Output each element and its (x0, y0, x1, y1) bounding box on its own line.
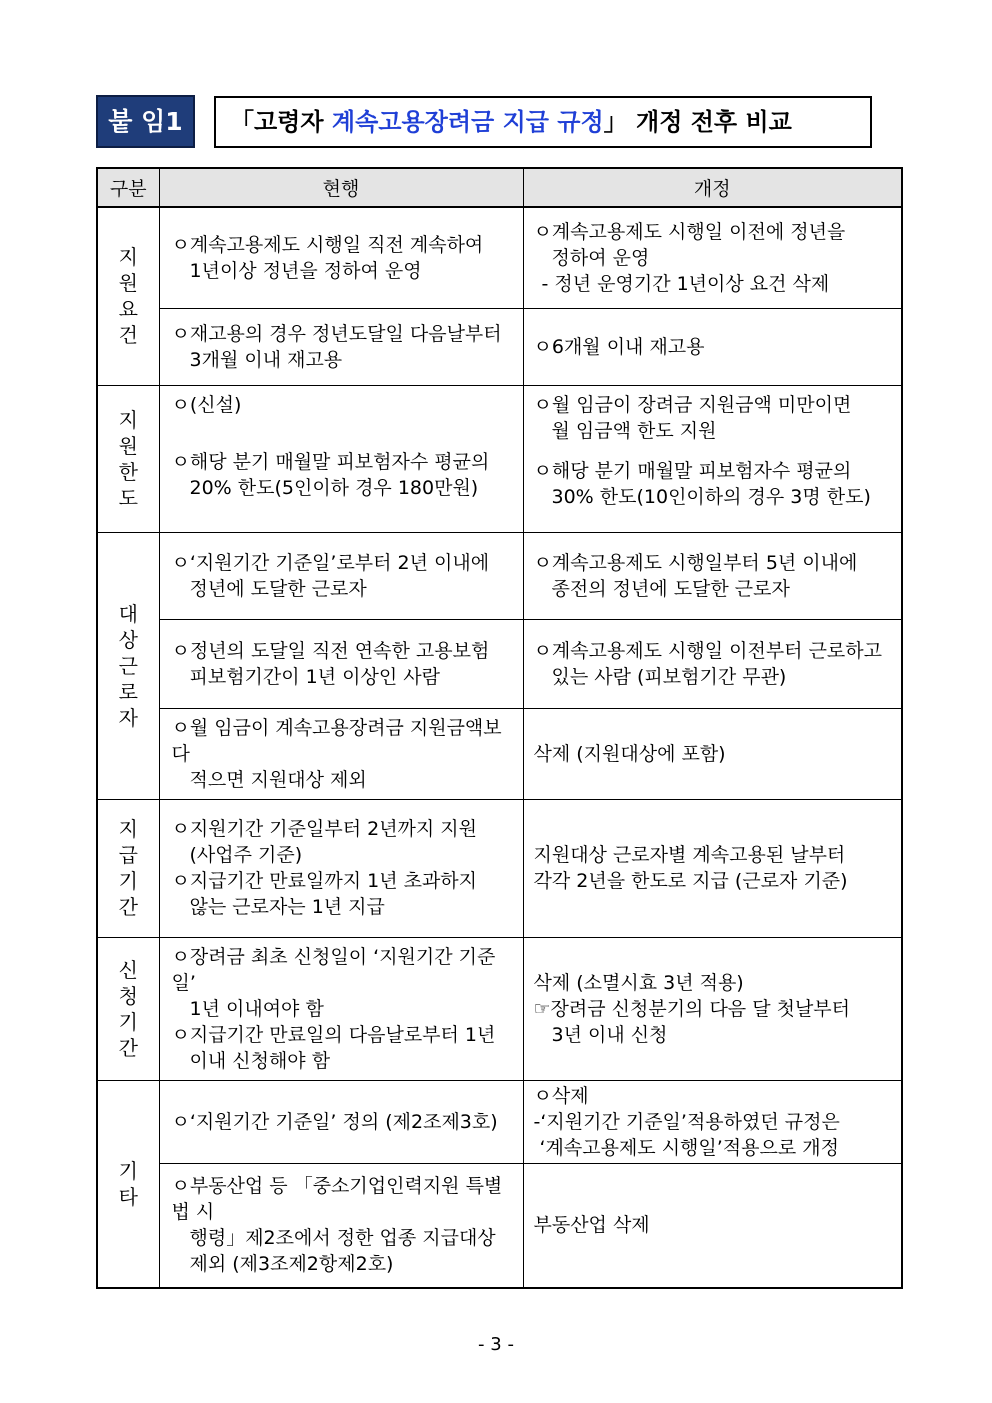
cell-text: ㅇ재고용의 경우 정년도달일 다음날부터 (171, 322, 502, 345)
cell-text: 삭제 (지원대상에 포함) (533, 742, 726, 765)
cell-text: 30% 한도(10인이하의 경우 3명 한도) (551, 485, 871, 508)
revised-cell (523, 799, 902, 937)
current-cell (159, 619, 523, 708)
title-close: 」 개정 전후 비교 (603, 108, 792, 136)
category-target-worker (97, 532, 159, 799)
table-row (97, 619, 902, 708)
cell-text: 20% 한도(5인이하 경우 180만원) (189, 476, 479, 499)
current-cell (159, 207, 523, 308)
category-application-period (97, 937, 159, 1080)
appendix-badge: 붙 임1 (96, 95, 195, 148)
revised-cell (523, 1080, 902, 1163)
cell-text: 월 임금액 한도 지원 (551, 419, 717, 442)
title-open: 「고령자 (230, 108, 332, 136)
current-cell (159, 937, 523, 1080)
category-char: 자 (118, 705, 138, 730)
category-support-limit (97, 385, 159, 532)
category-char: 기 (118, 869, 138, 893)
cell-text: (사업주 기준) (189, 844, 303, 866)
table-row (97, 308, 902, 385)
category-char: 지 (118, 407, 138, 432)
page-number: - 3 - (478, 1334, 514, 1355)
revised-cell (523, 708, 902, 799)
cell-text: 있는 사람 (피보험기간 무관) (551, 665, 787, 688)
category-char: 도 (118, 485, 138, 510)
cell-text: ㅇ월 임금이 장려금 지원금액 미만이면 (533, 393, 852, 416)
cell-text: 1년이상 정년을 정하여 운영 (189, 259, 422, 282)
spacer (534, 444, 894, 458)
cell-text: 부동산업 삭제 (533, 1214, 650, 1237)
cell-text: ‘계속고용제도 시행일’적용으로 개정 (539, 1136, 839, 1159)
cell-text: 종전의 정년에 도달한 근로자 (551, 577, 790, 600)
cell-text: ㅇ장려금 최초 신청일이 ‘지원기간 기준일’ (171, 945, 496, 994)
cell-text: 이내 신청해야 함 (189, 1049, 331, 1072)
cell-text: ㅇ부동산업 등 「중소기업인력지원 특별법 시 (171, 1175, 503, 1224)
current-cell (159, 1163, 523, 1288)
current-cell (159, 1080, 523, 1163)
cell-text: ㅇ해당 분기 매월말 피보험자수 평균의 (533, 459, 852, 482)
category-char: 청 (118, 983, 138, 1008)
current-cell (159, 308, 523, 385)
category-char: 지 (118, 817, 138, 841)
cell-text: 적으면 지원대상 제외 (189, 768, 367, 791)
cell-text: ㅇ(신설) (171, 393, 242, 416)
cell-text: ㅇ삭제 (533, 1084, 589, 1107)
category-char: 신 (118, 957, 138, 982)
revised-cell (523, 385, 902, 532)
cell-text: ㅇ계속고용제도 시행일 이전부터 근로하고 (533, 639, 882, 662)
cell-text: ㅇ정년의 도달일 직전 연속한 고용보험 (171, 639, 490, 662)
table-row (97, 532, 902, 619)
cell-text: 피보험기간이 1년 이상인 사람 (189, 665, 440, 688)
cell-text: ㅇ월 임금이 계속고용장려금 지원금액보다 (171, 716, 502, 765)
cell-text: ㅇ계속고용제도 시행일 직전 계속하여 (171, 233, 484, 256)
table-row (97, 799, 902, 937)
page-title (214, 96, 872, 148)
cell-text: 3개월 이내 재고용 (189, 348, 343, 371)
category-char: 간 (118, 1035, 138, 1060)
cell-text: 제외 (제3조제2항제2호) (189, 1253, 394, 1276)
cell-text: 정년에 도달한 근로자 (189, 577, 367, 600)
category-char: 기 (118, 1158, 138, 1183)
category-char: 근 (118, 653, 138, 678)
header-current: 현행 (159, 168, 523, 207)
table-header-row (97, 168, 902, 207)
category-char: 타 (118, 1184, 138, 1209)
category-char: 간 (118, 895, 138, 919)
cell-text: ㅇ지급기간 만료일의 다음날로부터 1년 (171, 1023, 496, 1046)
cell-text: 각각 2년을 한도로 지급 (근로자 기준) (533, 870, 848, 892)
header-category: 구분 (97, 168, 159, 207)
cell-text: - 정년 운영기간 1년이상 요건 삭제 (541, 272, 830, 295)
cell-text: 1년 이내여야 함 (189, 997, 324, 1020)
cell-text: 삭제 (소멸시효 3년 적용) (533, 971, 744, 994)
table-row (97, 708, 902, 799)
table-row (97, 207, 902, 308)
category-char: 대 (118, 601, 138, 626)
cell-text: 지원대상 근로자별 계속고용된 날부터 (533, 844, 846, 866)
cell-text: 행령」제2조에서 정한 업종 지급대상 (189, 1227, 496, 1250)
cell-text: ㅇ‘지원기간 기준일’로부터 2년 이내에 (171, 551, 490, 574)
revised-cell (523, 308, 902, 385)
category-char: 원 (118, 433, 138, 458)
cell-text: ☞장려금 신청분기의 다음 달 첫날부터 (533, 997, 851, 1020)
category-char: 한 (118, 459, 138, 484)
category-char: 기 (118, 1009, 138, 1034)
cell-text: ㅇ계속고용제도 시행일부터 5년 이내에 (533, 551, 858, 574)
current-cell (159, 385, 523, 532)
current-cell (159, 532, 523, 619)
revised-cell (523, 532, 902, 619)
current-cell (159, 799, 523, 937)
table-row (97, 1080, 902, 1163)
category-char: 요 (118, 297, 138, 322)
cell-text: ㅇ해당 분기 매월말 피보험자수 평균의 (171, 450, 490, 473)
cell-text: -‘지원기간 기준일’적용하였던 규정은 (533, 1110, 840, 1133)
cell-text: ㅇ지원기간 기준일부터 2년까지 지원 (171, 818, 478, 840)
cell-text: ㅇ지급기간 만료일까지 1년 초과하지 (171, 870, 478, 892)
category-payment-period (97, 799, 159, 937)
category-other (97, 1080, 159, 1288)
current-cell (159, 708, 523, 799)
cell-text: 정하여 운영 (551, 246, 650, 269)
spacer (172, 418, 515, 449)
category-char: 건 (118, 323, 138, 348)
table-row (97, 1163, 902, 1288)
category-char: 원 (118, 271, 138, 296)
category-support-requirement (97, 207, 159, 385)
category-char: 급 (118, 843, 138, 867)
revised-cell (523, 619, 902, 708)
cell-text: ㅇ‘지원기간 기준일’ 정의 (제2조제3호) (171, 1110, 498, 1133)
table-row (97, 385, 902, 532)
category-char: 지 (118, 245, 138, 270)
cell-text: ㅇ계속고용제도 시행일 이전에 정년을 (533, 220, 846, 243)
comparison-table (96, 167, 903, 1289)
category-char: 로 (118, 679, 138, 704)
title-highlight: 계속고용장려금 지급 규정 (331, 108, 604, 136)
header-revised: 개정 (523, 168, 902, 207)
revised-cell (523, 1163, 902, 1288)
category-char: 상 (118, 627, 138, 652)
cell-text: 3년 이내 신청 (551, 1023, 668, 1046)
revised-cell (523, 207, 902, 308)
cell-text: 않는 근로자는 1년 지급 (189, 896, 385, 918)
table-row (97, 937, 902, 1080)
revised-cell (523, 937, 902, 1080)
cell-text: ㅇ6개월 이내 재고용 (533, 335, 705, 358)
